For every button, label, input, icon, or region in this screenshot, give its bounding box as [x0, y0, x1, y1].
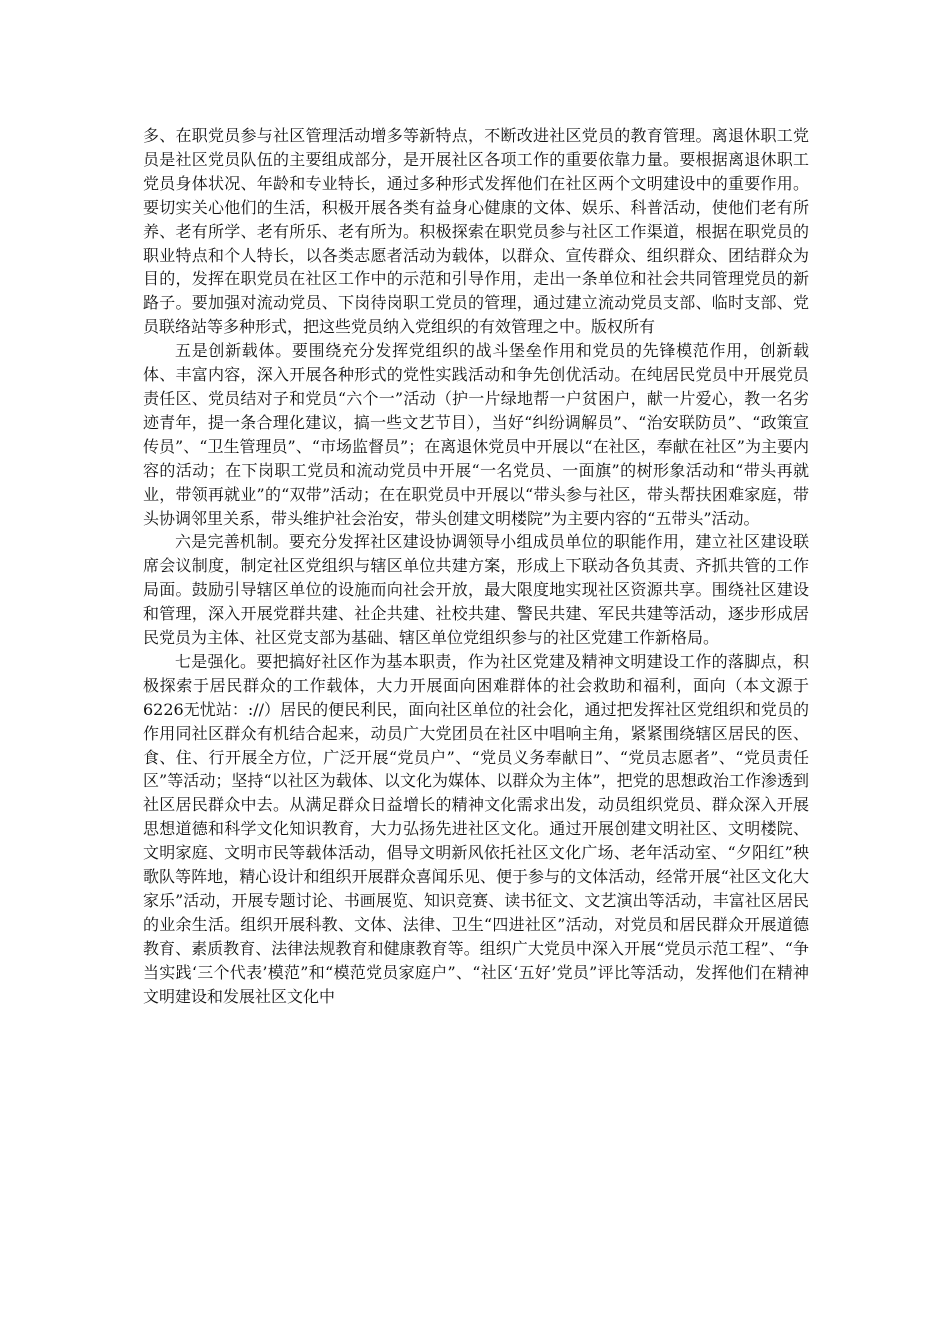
paragraph-strengthen: 七是强化。要把搞好社区作为基本职责，作为社区党建及精神文明建设工作的落脚点，积极探索于居民群众的工作载体，大力开展面向困难群体的社会救助和福利，面向（本文源于6226无忧站：://）居民的便民利民，面向社区单位的社会化，通过把发挥社区党组织和党员的作用同社区群众有机结合起来，动员广大党团员在社区中唱响主角，紧紧围绕辖区居民的医、食、住、行开展全方位，广泛开展“党员户”、“党员义务奉献日”、“党员志愿者”、“党员责任区”等活动；坚持“以社区为载体、以文化为媒体、以群众为主体”，把党的思想政治工作渗透到社区居民群众中去。从满足群众日益增长的精神文化需求出发，动员组织党员、群众深入开展思想道德和科学文化知识教育，大力弘扬先进社区文化。通过开展创建文明社区、文明楼院、文明家庭、文明市民等载体活动，倡导文明新风依托社区文化广场、老年活动室、“夕阳红”秧歌队等阵地，精心设计和组织开展群众喜闻乐见、便于参与的文体活动，经常开展“社区文化大家乐”活动，开展专题讨论、书画展览、知识竞赛、读书征文、文艺演出等活动，丰富社区居民的业余生活。组织开展科教、文体、法律、卫生“四进社区”活动，对党员和居民群众开展道德教育、素质教育、法律法规教育和健康教育等。组织广大党员中深入开展“党员示范工程”、“争当实践‘三个代表’模范”和“模范党员家庭户”、“社区‘五好’党员”评比等活动，发挥他们在精神文明建设和发展社区文化中 — [143, 651, 809, 1006]
paragraph-improve-mechanism: 六是完善机制。要充分发挥社区建设协调领导小组成员单位的职能作用，建立社区建设联席会议制度，制定社区党组织与辖区单位共建方案，形成上下联动各负其责、齐抓共管的工作局面。鼓励引导辖区单位的设施而向社会开放，最大限度地实现社区资源共享。围绕社区建设和管理，深入开展党群共建、社企共建、社校共建、警民共建、军民共建等活动，逐步形成居民党员为主体、社区党支部为基础、辖区单位党组织参与的社区党建工作新格局。 — [143, 532, 809, 648]
paragraph-innovate-carrier: 五是创新载体。要围绕充分发挥党组织的战斗堡垒作用和党员的先锋模范作用，创新载体、丰富内容，深入开展各种形式的党性实践活动和争先创优活动。在纯居民党员中开展党员责任区、党员结对子和党员“六个一”活动（护一片绿地帮一户贫困户，献一片爱心，教一名劣迹青年，提一条合理化建议，搞一些文艺节目），当好“纠纷调解员”、“治安联防员”、“政策宣传员”、“卫生管理员”、“市场监督员”；在离退休党员中开展以“在社区，奉献在社区”为主要内容的活动；在下岗职工党员和流动党员中开展“一名党员、一面旗”的树形象活动和“带头再就业，带领再就业”的“双带”活动；在在职党员中开展以“带头参与社区，带头帮扶困难家庭，带头协调邻里关系，带头维护社会治安，带头创建文明楼院”为主要内容的“五带头”活动。 — [143, 341, 809, 528]
paragraph-continuation: 多、在职党员参与社区管理活动增多等新特点，不断改进社区党员的教育管理。离退休职工党员是社区党员队伍的主要组成部分，是开展社区各项工作的重要依靠力量。要根据离退休职工党员身体状况、年龄和专业特长，通过多种形式发挥他们在社区两个文明建设中的重要作用。要切实关心他们的生活，积极开展各类有益身心健康的文体、娱乐、科普活动，使他们老有所养、老有所学、老有所乐、老有所为。积极探索在职党员参与社区工作渠道，根据在职党员的职业特点和个人特长，以各类志愿者活动为载体，以群众、宣传群众、组织群众、团结群众为目的，发挥在职党员在社区工作中的示范和引导作用，走出一条单位和社会共同管理党员的新路子。要加强对流动党员、下岗待岗职工党员的管理，通过建立流动党员支部、临时支部、党员联络站等多种形式，把这些党员纳入党组织的有效管理之中。版权所有 — [143, 126, 809, 337]
document-body — [143, 124, 809, 1009]
